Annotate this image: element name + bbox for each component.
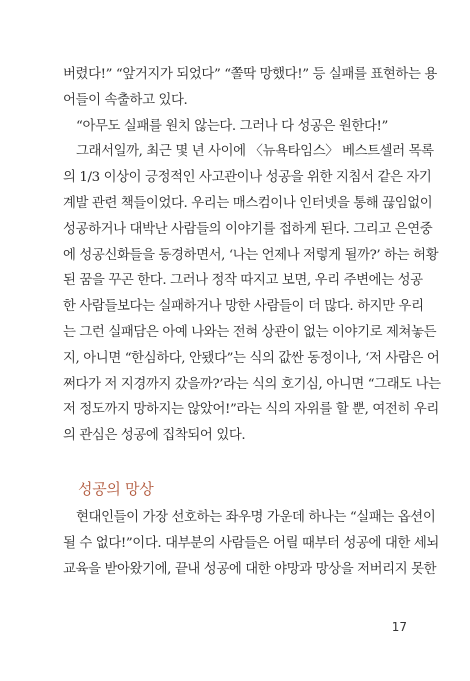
text-line: 현대인들이 가장 선호하는 좌우명 가운데 하나는 “실패는 옵션이 xyxy=(76,510,436,525)
text-line: 의 1/3 이상이 긍정적인 사고관이나 성공을 위한 지침서 같은 자기 xyxy=(63,170,432,186)
text-line: 계발 관련 책들이었다. 우리는 매스컴이나 인터넷을 통해 끊임없이 xyxy=(63,195,433,211)
page-number: 17 xyxy=(391,620,407,634)
quote-line: “아무도 실패를 원치 않는다. 그러나 다 성공은 원한다!” xyxy=(76,118,388,134)
body-text xyxy=(63,62,441,449)
text-line: 저 정도까지 망하지는 않았어!”라는 식의 자위를 할 뿐, 여전히 우리 xyxy=(63,402,439,418)
text-line: 성공하거나 대박난 사람들의 이야기를 접하게 된다. 그리고 은연중 xyxy=(63,221,433,237)
text-line: 는 그런 실패담은 아예 나와는 전혀 상관이 없는 이야기로 제쳐놓든 xyxy=(63,324,437,340)
text-line: 교육을 받아왔기에, 끝내 성공에 대한 야망과 망상을 저버리지 못한 xyxy=(63,561,437,577)
text-line: 그래서일까, 최근 몇 년 사이에 〈뉴욕타임스〉 베스트셀러 목록 xyxy=(76,144,434,160)
text-line: 버렸다!” “앞거지가 되었다” “쫄딱 망했다!” 등 실패를 표현하는 용 xyxy=(63,67,437,82)
text-line: 의 관심은 성공에 집착되어 있다. xyxy=(63,428,246,444)
section-heading: 성공의 망상 xyxy=(78,480,154,498)
text-line: 한 사람들보다는 실패하거나 망한 사람들이 더 많다. 하지만 우리 xyxy=(63,299,424,315)
text-line: 된 꿈을 꾸곤 한다. 그러나 정작 따지고 보면, 우리 주변에는 성공 xyxy=(63,273,423,289)
text-line: 어들이 속출하고 있다. xyxy=(63,92,188,108)
text-line: 지, 아니면 “한심하다, 안됐다”는 식의 값싼 동정이나, ‘저 사람은 어 xyxy=(63,350,440,366)
text-line: 될 수 없다!”이다. 대부분의 사람들은 어릴 때부터 성공에 대한 세뇌 xyxy=(63,535,439,551)
text-line: 에 성공신화들을 동경하면서, ‘나는 언제나 저렇게 될까?’ 하는 허황 xyxy=(63,247,439,263)
body-text-section-2 xyxy=(63,505,439,582)
text-line: 쩌다가 저 지경까지 갔을까?’라는 식의 호기심, 아니면 “그래도 나는 xyxy=(63,376,441,392)
